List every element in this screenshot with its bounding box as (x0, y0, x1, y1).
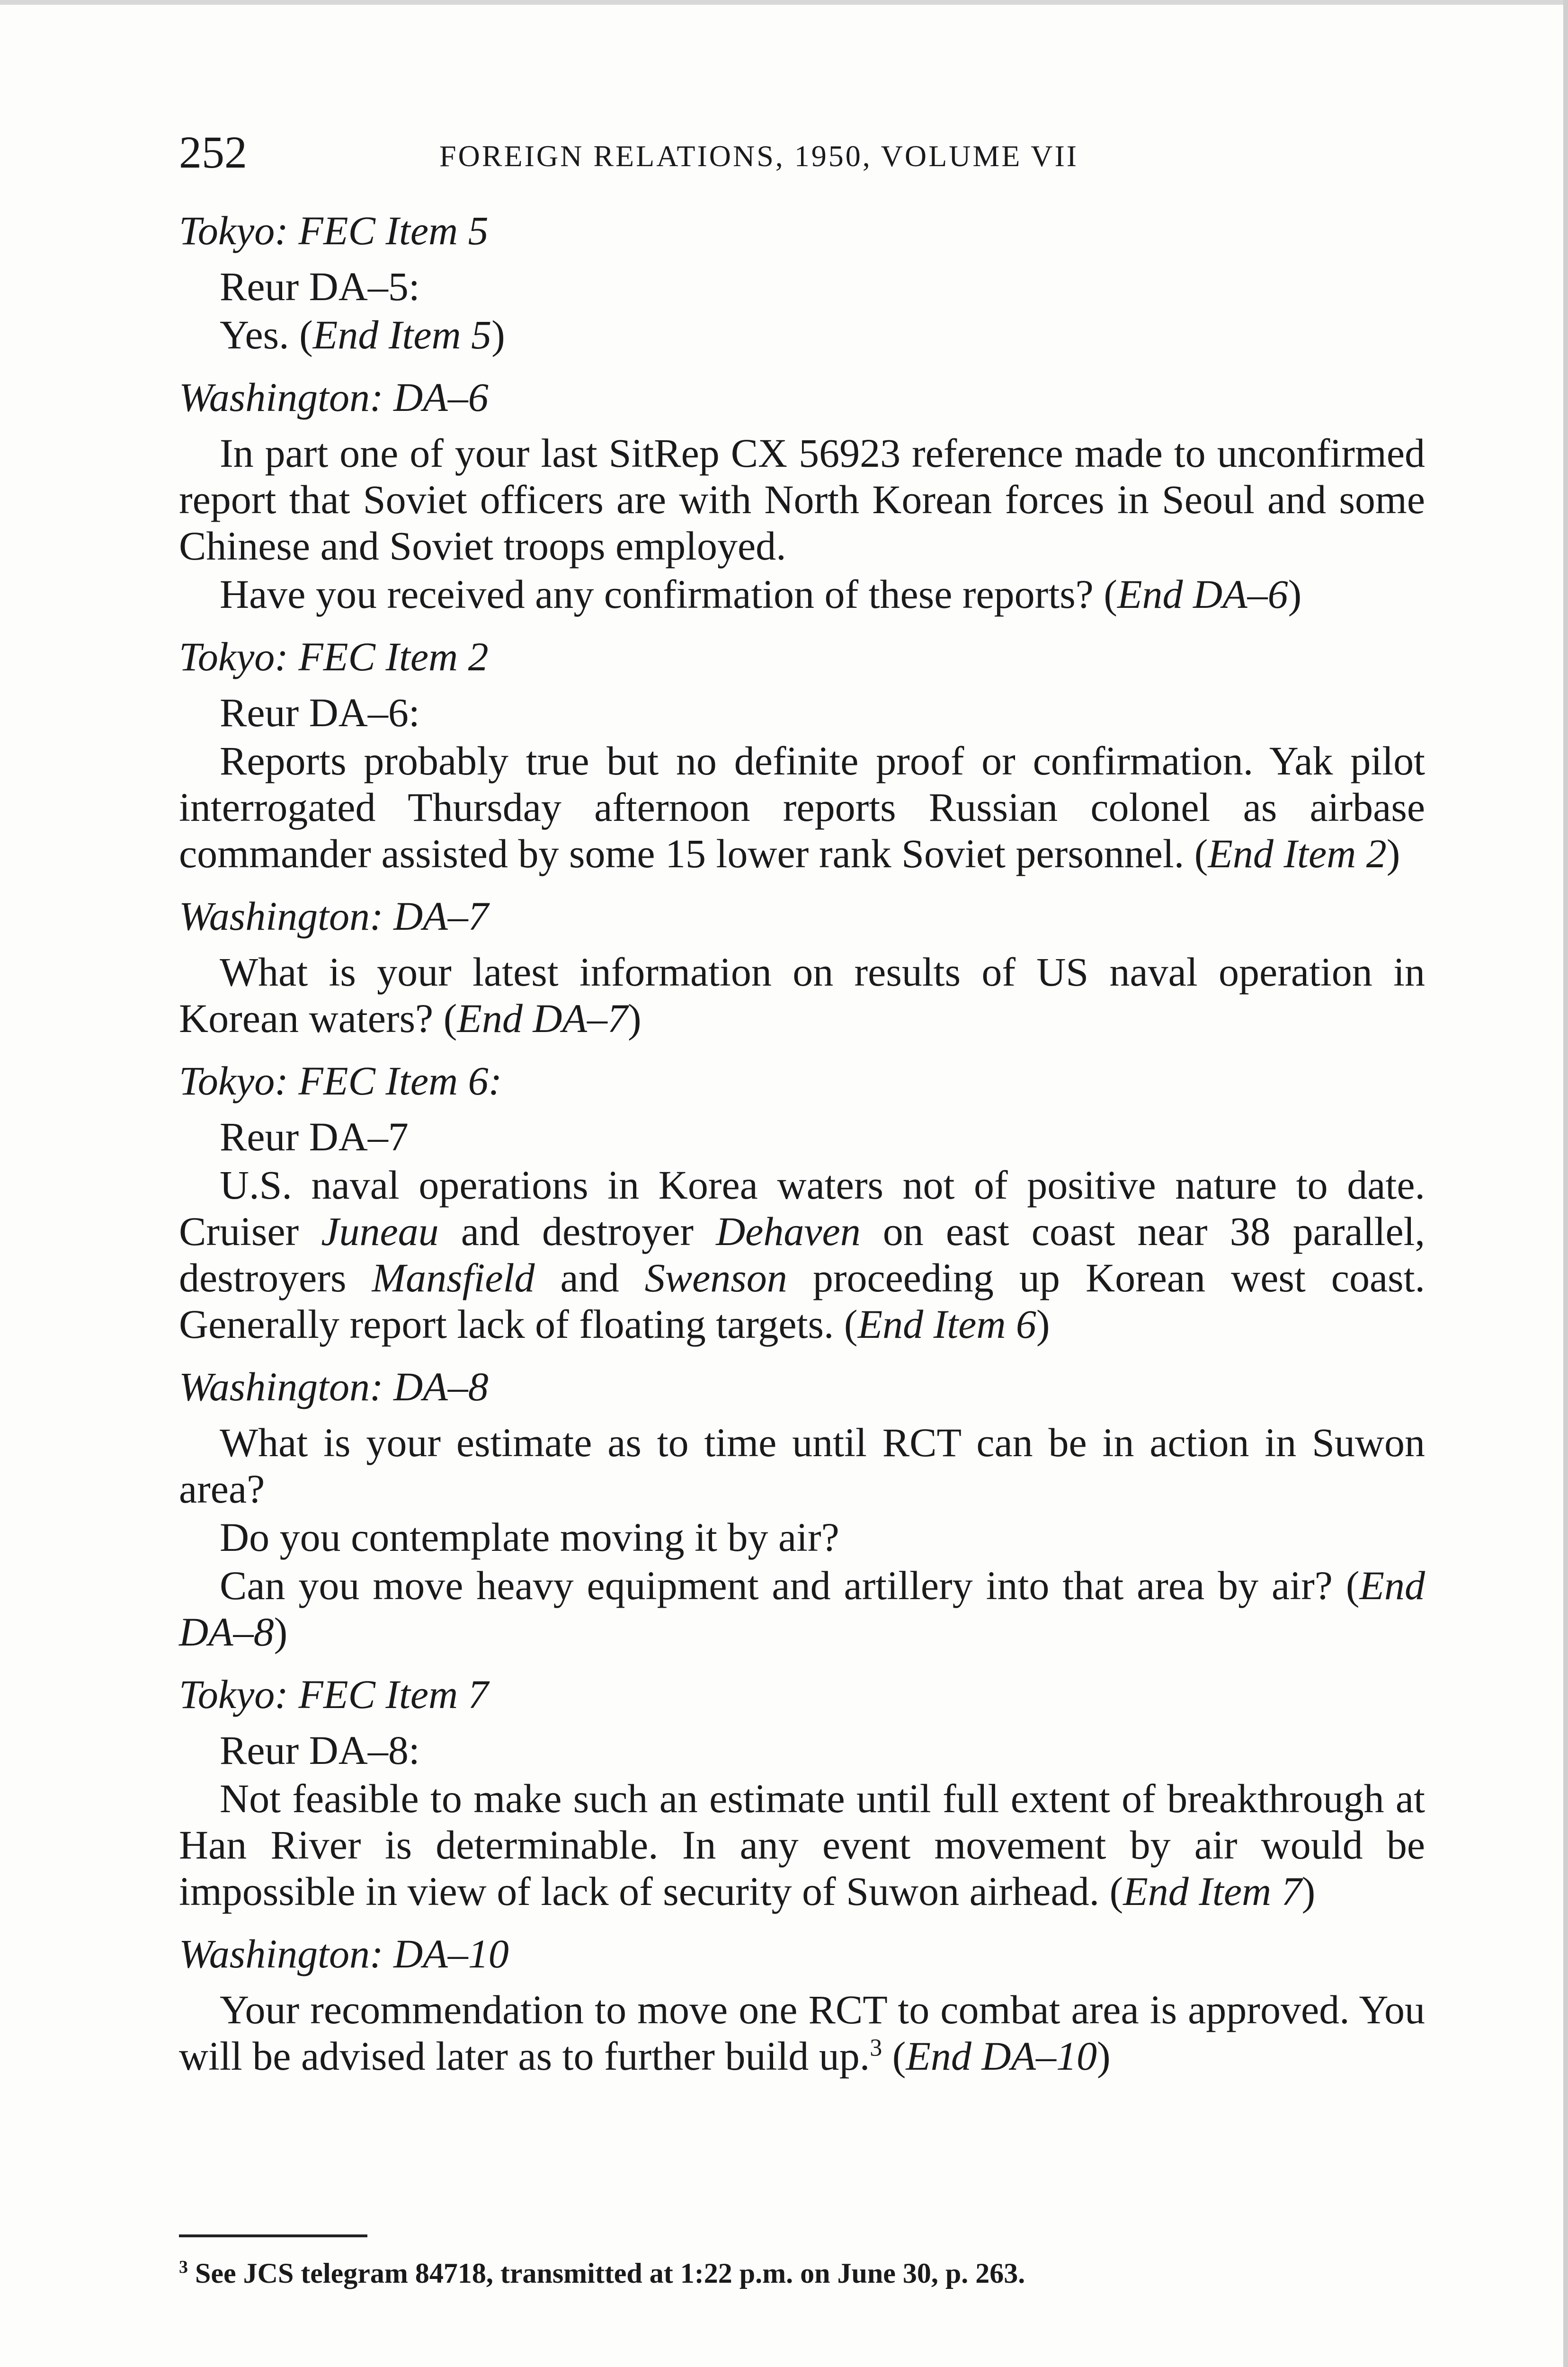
paragraph: Reur DA–8: (220, 1727, 420, 1773)
paragraph: U.S. naval operations in Korea waters not of positive nature to date. Cruiser Juneau and destroyer Dehaven on east coast near 38 parallel, destroyers Mansfield and Swenson proceeding up Korean west coast. Generally report lack of floating targets. (End Item 6) (179, 1162, 1425, 1347)
paragraph: What is your latest information on results of US naval operation in Korean waters? (End DA–7) (179, 949, 1425, 1041)
running-head: FOREIGN RELATIONS, 1950, VOLUME VII (439, 139, 1079, 173)
ship-name: Juneau (321, 1209, 439, 1254)
footnote (179, 2250, 1424, 2297)
paragraph: In part one of your last SitRep CX 56923 reference made to unconfirmed report that Soviet officers are with North Korean forces in Seoul and some Chinese and Soviet troops employed. (179, 430, 1425, 569)
speaker-tokyo-fec-item-5: Tokyo: FEC Item 5 (179, 208, 489, 253)
paragraph: Reur DA–5: (220, 264, 420, 309)
footnote-mark: 3 (179, 2257, 188, 2277)
paragraph: Reur DA–7 (220, 1114, 409, 1159)
page-number: 252 (179, 127, 247, 178)
paragraph: Can you move heavy equipment and artillery into that area by air? (End DA–8) (179, 1563, 1425, 1655)
paragraph: Reports probably true but no definite proof or confirmation. Yak pilot interrogated Thursday afternoon reports Russian colonel as airbase commander assisted by some 15 lower rank Soviet personnel. (End Item 2) (179, 738, 1425, 876)
paragraph: Not feasible to make such an estimate until full extent of breakthrough at Han River is determinable. In any event movement by air would be impossible in view of lack of security of Suwon airhead. (End Item 7) (179, 1776, 1425, 1914)
footnote-text: See JCS telegram 84718, transmitted at 1:22 p.m. on June 30, p. 263. (188, 2258, 1025, 2289)
scan-edge-top (0, 0, 1568, 5)
speaker-washington-da-7: Washington: DA–7 (179, 893, 489, 939)
speaker-washington-da-6: Washington: DA–6 (179, 374, 489, 420)
speaker-tokyo-fec-item-6: Tokyo: FEC Item 6: (179, 1058, 502, 1103)
paragraph: Your recommendation to move one RCT to combat area is approved. You will be advised later as to further build up.$^3$ (End DA–10) (179, 1987, 1425, 2079)
speaker-tokyo-fec-item-2: Tokyo: FEC Item 2 (179, 634, 489, 679)
paragraph: Reur DA–6: (220, 690, 420, 735)
ship-name: Mansfield (372, 1255, 535, 1300)
speaker-washington-da-10: Washington: DA–10 (179, 1931, 509, 1976)
speaker-washington-da-8: Washington: DA–8 (179, 1364, 489, 1409)
ship-name: Dehaven (716, 1209, 861, 1254)
footnote-reference: 3 (870, 2034, 882, 2062)
paragraph: Have you received any confirmation of these reports? (End DA–6) (220, 571, 1302, 617)
footnote-rule (179, 2234, 367, 2237)
scan-edge-right (1563, 0, 1568, 2367)
ship-name: Swenson (644, 1255, 787, 1300)
page-body (179, 207, 1425, 2081)
paragraph: Yes. (End Item 5) (220, 312, 505, 357)
paragraph: Do you contemplate moving it by air? (220, 1514, 839, 1560)
paragraph: What is your estimate as to time until RCT can be in action in Suwon area? (179, 1420, 1425, 1512)
speaker-tokyo-fec-item-7: Tokyo: FEC Item 7 (179, 1672, 489, 1717)
page-header (179, 124, 1448, 181)
